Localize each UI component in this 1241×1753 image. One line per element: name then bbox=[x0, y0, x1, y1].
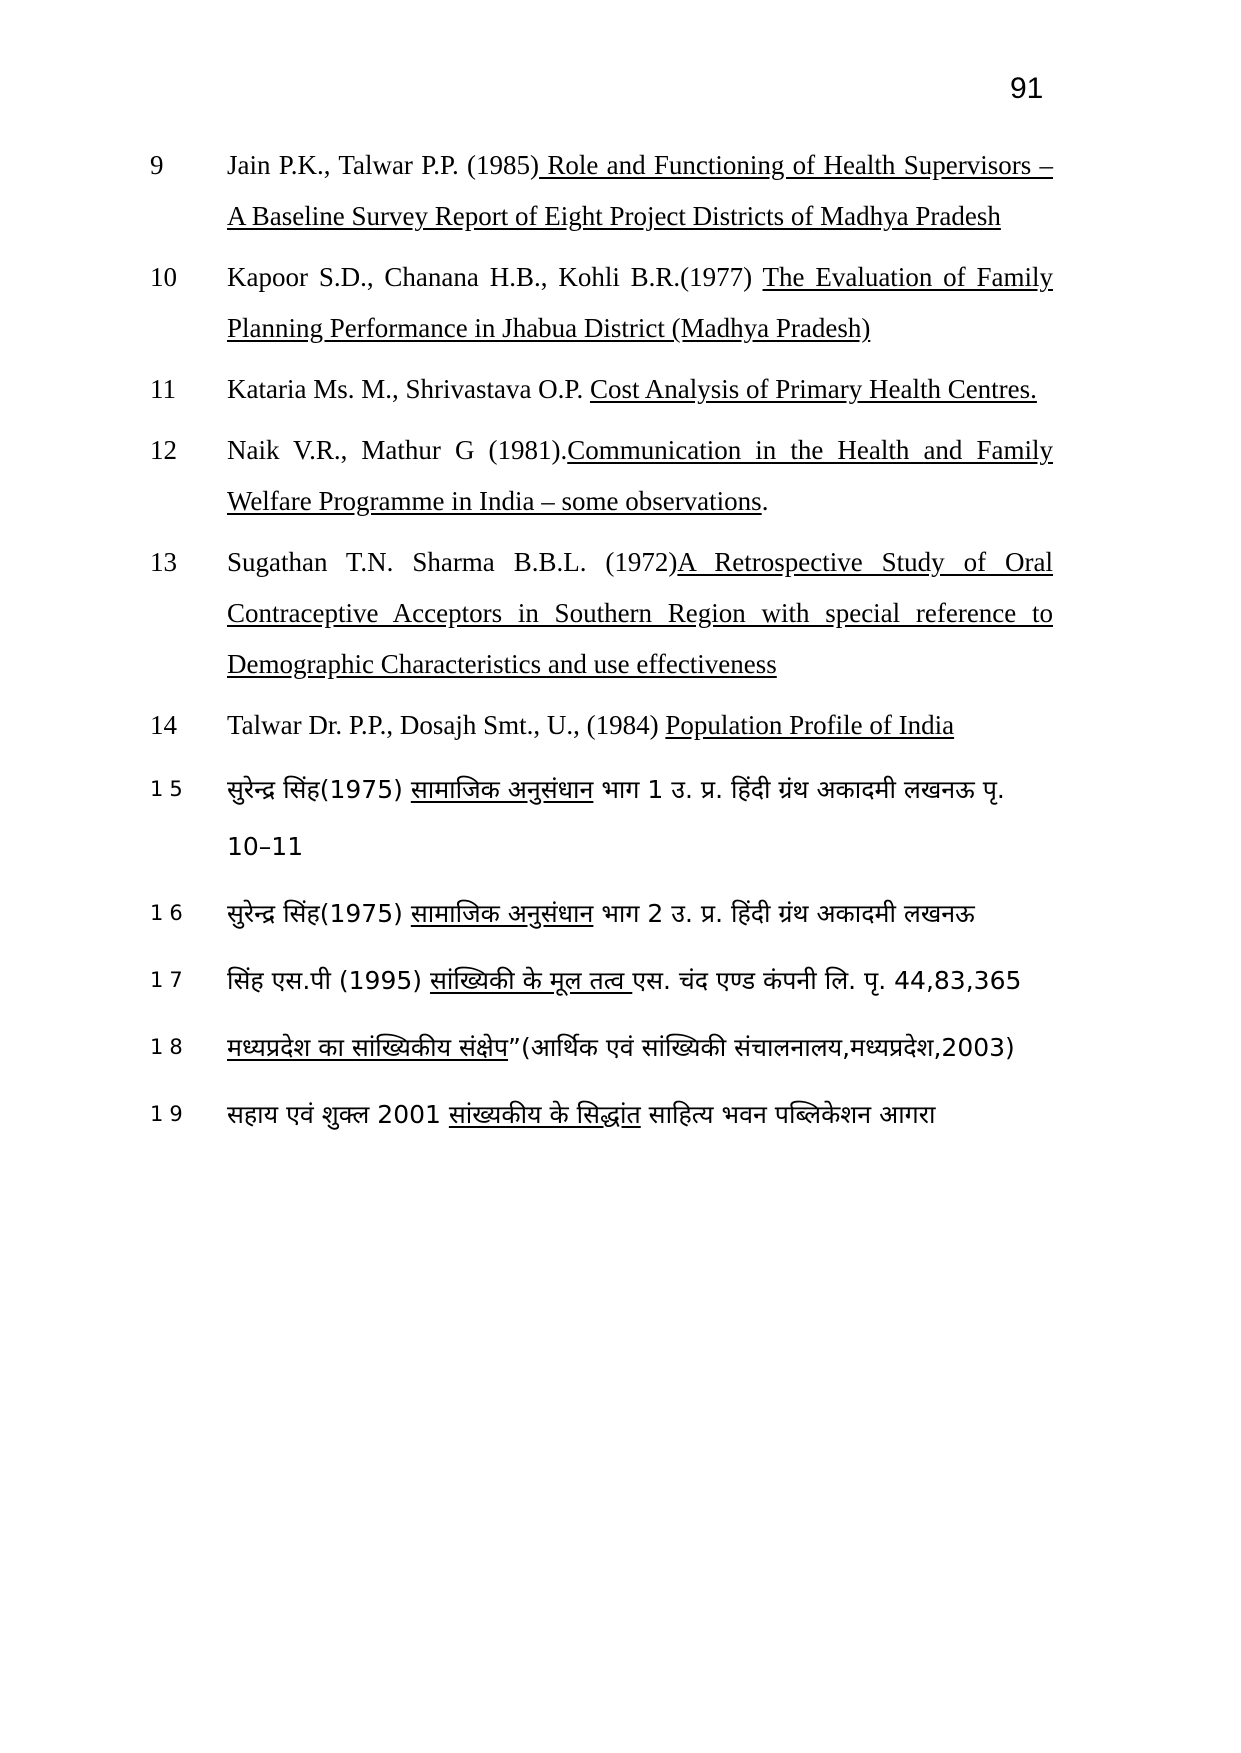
reference-item bbox=[0, 1019, 1241, 1076]
reference-text bbox=[227, 1019, 1047, 1076]
reference-number: 18 bbox=[150, 1035, 189, 1059]
reference-number: 13 bbox=[150, 547, 177, 577]
reference-title: सामाजिक अनुसंधान bbox=[410, 775, 594, 804]
reference-text bbox=[227, 761, 1047, 875]
reference-number: 10 bbox=[150, 262, 177, 292]
reference-segment: भाग 1 उ. प्र. हिंदी ग्रंथ अकादमी लखनऊ पृ. 10–11 bbox=[227, 775, 1005, 861]
reference-segment: भाग 2 उ. प्र. हिंदी ग्रंथ अकादमी लखनऊ bbox=[593, 899, 975, 928]
reference-item bbox=[0, 1086, 1241, 1143]
reference-segment: Naik V.R., Mathur G (1981). bbox=[227, 435, 568, 465]
reference-title: Communication in the Health and Family Welfare Programme in India – some observations bbox=[227, 435, 1053, 516]
reference-segment: सिंह एस.पी (1995) bbox=[227, 966, 430, 995]
reference-segment: एस. चंद एण्ड कंपनी लि. पृ. 44,83,365 bbox=[632, 966, 1022, 995]
reference-title: Role and Functioning of Health Supervisors – A Baseline Survey Report of Eight Project Districts of Madhya Pradesh bbox=[227, 150, 1053, 231]
page-number: 91 bbox=[1010, 72, 1044, 105]
reference-item bbox=[0, 700, 1241, 751]
reference-number: 12 bbox=[150, 435, 177, 465]
reference-segment: सहाय एवं शुक्ल 2001 bbox=[227, 1100, 449, 1129]
reference-title: The Evaluation of Family Planning Performance in Jhabua District (Madhya Pradesh) bbox=[227, 262, 1053, 343]
reference-text bbox=[227, 140, 1053, 242]
reference-segment: साहित्य भवन पब्लिकेशन आगरा bbox=[640, 1100, 936, 1129]
reference-segment: Sugathan T.N. Sharma B.B.L. (1972) bbox=[227, 547, 678, 577]
reference-number: 14 bbox=[150, 710, 177, 740]
reference-text bbox=[227, 425, 1053, 527]
reference-title: A Retrospective Study of Oral Contraceptive Acceptors in Southern Region with special reference to Demographic Characteristics and use effectiveness bbox=[227, 547, 1053, 679]
reference-text bbox=[227, 364, 1053, 415]
reference-item bbox=[0, 761, 1241, 875]
reference-number: 9 bbox=[150, 150, 164, 180]
reference-item bbox=[0, 140, 1241, 242]
reference-text bbox=[227, 700, 1053, 751]
reference-item bbox=[0, 252, 1241, 354]
reference-segment: Talwar Dr. P.P., Dosajh Smt., U., (1984) bbox=[227, 710, 666, 740]
reference-item bbox=[0, 425, 1241, 527]
reference-number: 19 bbox=[150, 1102, 189, 1126]
reference-text bbox=[227, 885, 1047, 942]
reference-segment: Jain P.K., Talwar P.P. (1985) bbox=[227, 150, 540, 180]
reference-segment: Kataria Ms. M., Shrivastava O.P. bbox=[227, 374, 590, 404]
reference-title: Population Profile of India bbox=[665, 710, 955, 740]
reference-title: Cost Analysis of Primary Health Centres. bbox=[589, 374, 1037, 404]
reference-item bbox=[0, 885, 1241, 942]
reference-number: 11 bbox=[150, 374, 176, 404]
reference-title: सांख्यकीय के सिद्धांत bbox=[448, 1100, 641, 1129]
reference-text bbox=[227, 252, 1053, 354]
reference-segment: Kapoor S.D., Chanana H.B., Kohli B.R.(1977) bbox=[227, 262, 763, 292]
reference-segment: ”(आर्थिक एवं सांख्यिकी संचालनालय,मध्यप्रदेश,2003) bbox=[508, 1033, 1015, 1062]
reference-title: मध्यप्रदेश का सांख्यिकीय संक्षेप bbox=[227, 1033, 509, 1062]
reference-item bbox=[0, 952, 1241, 1009]
reference-segment: सुरेन्द्र सिंह(1975) bbox=[227, 899, 411, 928]
reference-text bbox=[227, 1086, 1047, 1143]
reference-item bbox=[0, 537, 1241, 690]
reference-list bbox=[0, 140, 1241, 1153]
reference-text bbox=[227, 537, 1053, 690]
reference-item bbox=[0, 364, 1241, 415]
reference-segment: सुरेन्द्र सिंह(1975) bbox=[227, 775, 411, 804]
reference-title: सामाजिक अनुसंधान bbox=[410, 899, 594, 928]
reference-segment: . bbox=[761, 486, 769, 516]
reference-number: 16 bbox=[150, 901, 189, 925]
reference-text bbox=[227, 952, 1047, 1009]
reference-title: सांख्यिकी के मूल तत्व bbox=[429, 966, 633, 995]
reference-number: 15 bbox=[150, 777, 189, 801]
reference-number: 17 bbox=[150, 968, 189, 992]
